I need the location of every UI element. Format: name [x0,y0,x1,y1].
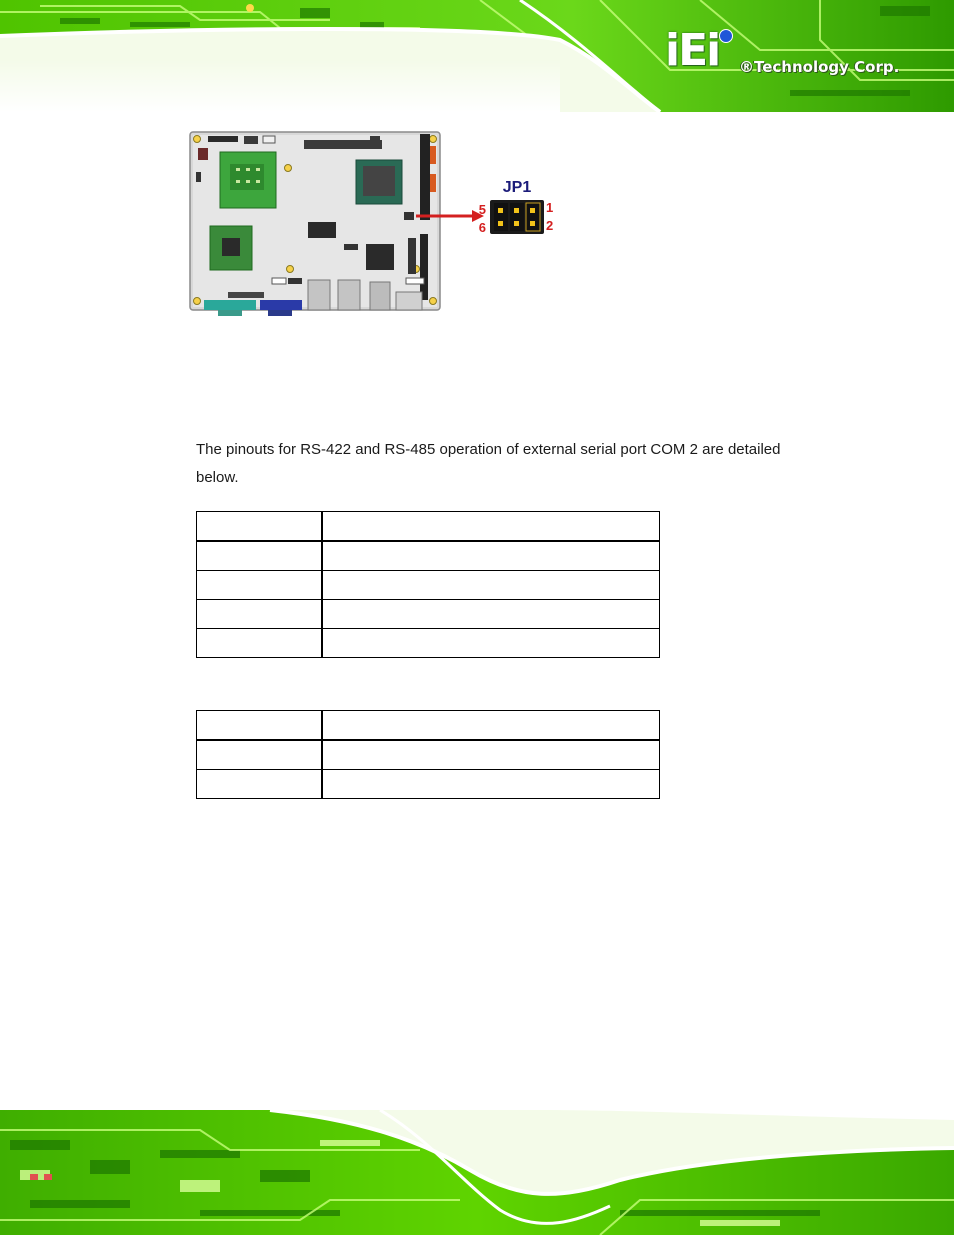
table-row [197,541,660,571]
rs422-pinout-table [196,511,660,658]
pin-label-2: 2 [546,218,554,233]
pin-label-5: 5 [478,202,486,217]
logo-dot-icon [719,29,733,43]
table-header-row [197,512,660,542]
table-row [197,600,660,629]
logo-text: ®Technology Corp. [739,58,900,76]
company-logo [665,25,945,80]
board-jumper-figure [188,128,568,318]
table-row [197,629,660,658]
footer-circuit-band [0,1110,954,1235]
pin-label-6: 6 [478,220,486,235]
pin-label-1: 1 [546,200,554,215]
rs485-pinout-table [196,710,660,799]
pinout-description: The pinouts for RS-422 and RS-485 operation of external serial port COM 2 are detailed below. [196,441,781,486]
table-row [197,571,660,600]
table-row [197,740,660,770]
table-header-row [197,711,660,741]
logo-mark: iEi [665,25,720,76]
jumper-label: JP1 [502,179,532,196]
table-row [197,770,660,799]
